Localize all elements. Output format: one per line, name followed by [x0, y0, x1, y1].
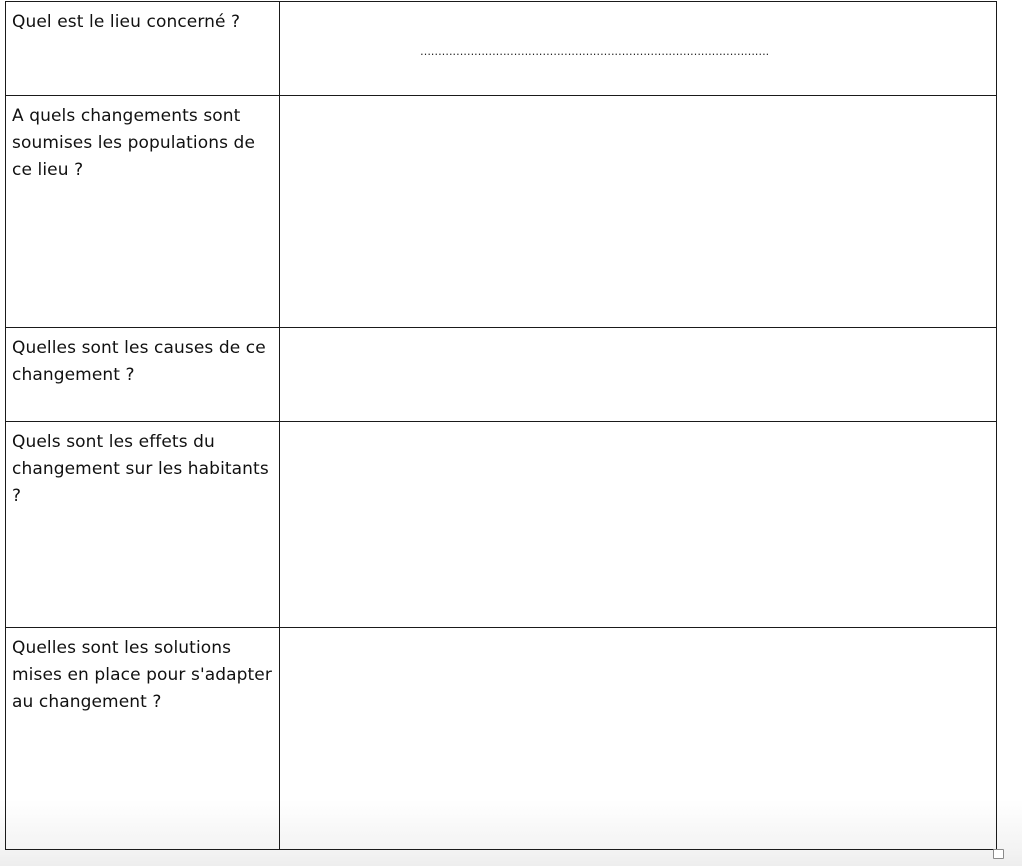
- question-cell: [6, 96, 280, 328]
- table-row: [6, 2, 997, 96]
- resize-handle[interactable]: [993, 849, 1004, 859]
- table-row: [6, 628, 997, 850]
- answer-cell[interactable]: [280, 422, 997, 628]
- table-row: [6, 422, 997, 628]
- answer-cell[interactable]: [280, 96, 997, 328]
- question-cell: [6, 628, 280, 850]
- answer-dotted-line: …………………………………………………………………………………….: [420, 45, 769, 58]
- answer-cell[interactable]: [280, 328, 997, 422]
- question-text: Quel est le lieu concerné ?: [12, 12, 241, 32]
- question-text: Quels sont les effets du changement sur les habitants ?: [12, 432, 269, 506]
- table-row: [6, 328, 997, 422]
- question-cell: [6, 2, 280, 96]
- answer-cell[interactable]: [280, 2, 997, 96]
- question-text: A quels changements sont soumises les populations de ce lieu ?: [12, 106, 256, 180]
- question-cell: [6, 328, 280, 422]
- question-text: Quelles sont les causes de ce changement ?: [12, 338, 266, 385]
- question-cell: [6, 422, 280, 628]
- table-row: [6, 96, 997, 328]
- answer-cell[interactable]: [280, 628, 997, 850]
- question-table: [5, 1, 997, 850]
- question-text: Quelles sont les solutions mises en place pour s'adapter au changement ?: [12, 638, 272, 712]
